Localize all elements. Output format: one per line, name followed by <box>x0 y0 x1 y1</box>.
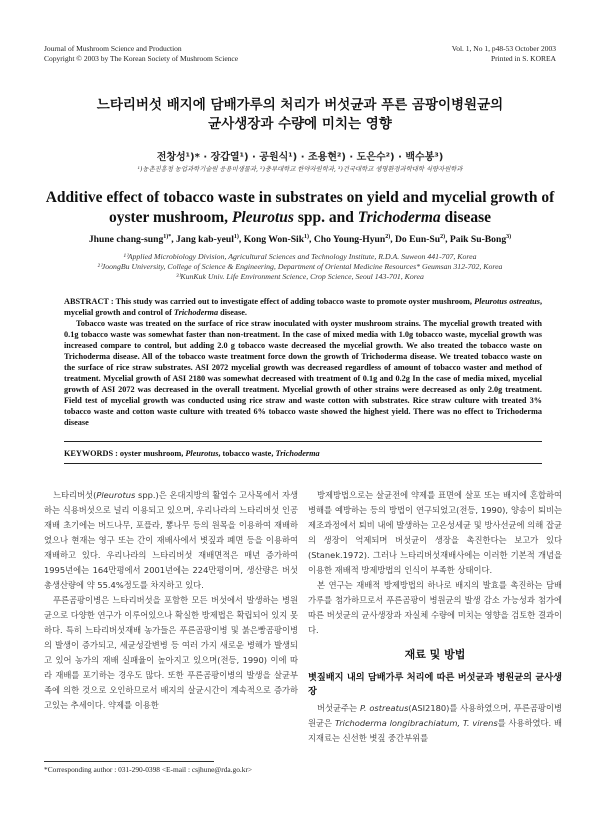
author-mark: 2) <box>440 234 446 240</box>
genus-name: Trichoderma <box>173 308 219 317</box>
footnote-rule <box>44 761 214 762</box>
genus-trichoderma: Trichoderma <box>357 209 441 226</box>
intro-paragraph-1 <box>44 488 298 593</box>
abstract-text: disease. <box>218 308 247 317</box>
english-affiliation-3: ³⁾KunKuk Univ. Life Environment Science, Crop Science, Seoul 143-701, Korea <box>176 272 424 281</box>
keywords <box>64 449 320 458</box>
abstract-label: ABSTRACT : <box>64 297 114 306</box>
english-title-line-2 <box>40 208 560 228</box>
intro-paragraph-2: 푸른곰팡이병은 느타리버섯을 포함한 모든 버섯에서 발생하는 병원균으로 다양한 연구가 이루어있으나 확실한 방제법은 확립되어 있지 못하다. 특히 느타리버섯재배 농가들은 푸른곰팡이병 및 붉은빵곰팡이병의 발생이 증가되고, 세균성갈변병 등 여러 가지 새로운 병해가 발생되고 있어 농가의 재배 실패율이 높아지고 있으며(전등, 1990) 이에 따라 재배를 포기하는 경우도 많다. 또한 푸른곰팡이병의 발생을 살균부족에 의한 것으로 오인하므로서 배지의 살균시간이 계속적으로 증가하고있는 추세이다. 약제를 이용한 <box>44 595 298 710</box>
abstract-text: , mycelial growth and control of <box>64 297 542 317</box>
body-text: (ASI2180)를 사용하였으며, 푸른곰팡이병원균은 <box>308 703 562 728</box>
korean-affiliations: ¹)농촌진흥청 농업과학기술원 응용미생물과, ²)충부대학교 한약자원학과, ³)건국대학교 생명환경과학대학 식량자원학과 <box>137 166 463 173</box>
english-authors: Jhune chang-sung$^{1)*}$, Jang kab-yeul$^{1)}$, Kong Won-Sik$^{1)}$, Cho Young-Hyun$^{2)}$, Do Eun-Su$^{2)}$, Paik Su-Bong$^{3)}$ <box>88 234 512 246</box>
abstract <box>64 296 542 428</box>
species-name: P. ostreatus <box>359 703 409 713</box>
keyword-italic: Trichoderma <box>275 449 320 458</box>
english-title-text: oyster mushroom, <box>108 209 232 226</box>
korean-title-line-1: 느타리버섯 배지에 담배가루의 처리가 버섯균과 푸른 곰팡이병원균의 <box>96 97 504 113</box>
author-mark: 1) <box>304 234 310 240</box>
author-name: Jang kab-yeul <box>176 234 234 246</box>
species-name: Pleurotus ostreatus <box>474 297 540 306</box>
keyword-italic: Pleurotus <box>185 449 219 458</box>
author-mark: 3) <box>506 234 512 240</box>
methods-paragraph-1 <box>308 701 562 746</box>
author-mark: 1) <box>233 234 239 240</box>
divider-bottom <box>64 463 542 464</box>
english-affiliation-2: ²⁾JoongBu University, College of Science & Engineering, Department of Oriental Medicine Resources* Geumsan 312-702, Korea <box>97 262 503 271</box>
english-title-text: disease <box>440 209 492 226</box>
english-title <box>40 188 560 228</box>
english-title-text: spp. and <box>293 209 358 226</box>
english-affiliation-1: ¹⁾Applied Microbiology Division, Agricultural Sciences and Technology Institute, R.D.A. Suweon 441-707, Korea <box>123 252 477 261</box>
corresponding-author-footnote: *Corresponding author : 031-290-0398 <E-mail : csjhune@rda.go.kr> <box>44 765 253 774</box>
body-left-column <box>44 488 298 713</box>
genus-name: Pleurotus <box>96 490 136 500</box>
author-name: Jhune chang-sung <box>88 234 164 246</box>
keywords-text: oyster mushroom, <box>117 449 186 458</box>
keywords-text: , tobacco waste, <box>218 449 276 458</box>
printed-location: Printed in S. KOREA <box>490 54 556 63</box>
intro-paragraph-3: 방제방법으로는 살균전에 약제를 표면에 살포 또는 배지에 혼합하여 병해를 예방하는 등의 방법이 연구되었고(전등, 1990), 양송이 퇴비는 제조과정에서 퇴비 내에 발생하는 고온성세균 및 방사선균에 의해 잡균의 생장이 억제되며 버섯균이 생장을 촉진한다는 보고가 있다(Stanek.1972). 그러나 느타리버섯재배사에는 이러한 기본적 개념을 이용한 재배적 방제방법의 인식이 부족한 상태이다. <box>308 490 562 575</box>
korean-title <box>40 96 560 134</box>
running-header-left <box>44 44 238 64</box>
abstract-paragraph-1 <box>64 296 542 318</box>
body-right-column <box>308 488 562 746</box>
copyright-line: Copyright © 2003 by The Korean Society of Mushroom Science <box>44 54 239 63</box>
body-text: spp.)은 온대지방의 활엽수 고사목에서 자생하는 식용버섯으로 널리 이용되고 있으며, 우리나라의 느타리버섯 인공재배 초기에는 버드나무, 포플라, 뽕나무 등의 원목을 이용하여 재배하였으나 현재는 영구 또는 간이 재배사에서 볏짚과 폐면 등을 이용하여 재배하고 있다. 우리나라의 느타리버섯 재배면적은 매년 증가하여 1995년에는 164만평에서 2001년에는 224만평이며, 생산량은 버섯 총생산량에 약 55.4%정도를 차지하고 있다. <box>44 490 298 590</box>
divider-top <box>64 441 542 442</box>
running-header-right <box>452 44 556 64</box>
korean-title-line-2: 균사생장과 수량에 미치는 영향 <box>208 116 392 132</box>
author-mark: 2) <box>385 234 391 240</box>
english-title-line-1: Additive effect of tobacco waste in substrates on yield and mycelial growth of <box>45 189 555 206</box>
subsection-title: 볏짚배지 내의 담배가루 처리에 따른 버섯균과 병원균의 균사생장 <box>308 672 562 697</box>
abstract-paragraph-2: Tobacco waste was treated on the surface of rice straw inoculated with oyster mushroom strains. The mycelial growth treated with 0.1g tobacco waste was somewhat faster than non-treatment. In the case of mixed media with 1.0g tobacco waste, mycelial growth was increased compare to control, but adding 2.0 g tobacco waste decreased the mycelial growth. We also treated the tobacco waste on Trichoderma disease. All of the tobacco waste treatment force down the growth of Trichoderma disease. We treated tobacco waste on the surface of rice straw substrates. ASI 2072 mycelial growth was decreased regardless of amount of tobacco waster and method of treatment. Mycelial growth of ASI 2180 was somewhat decreased with treatment of 0.1g and 0.2g In the case of media mixed, mycelial growth of ASI 2072 was decreased in the overall treatment. Mycelial growth of other strains were decreased as only 2.0g treatment. Field test of mycelial growth was conducted using rice straw and waste cotton with substrates. Rice straw culture with treated 3% tobacco waste and cotton waste culture with treated 6% tobacco waste showed the highest yield. There was no effect to Trichoderma disease <box>64 319 542 427</box>
body-text: 느타리버섯( <box>53 490 97 500</box>
abstract-text: This study was carried out to investigate effect of adding tobacco waste to promote oyster mushroom, <box>113 297 475 306</box>
body-text: 를 사용하였다. 배지재료는 신선한 볏짚 중간부위를 <box>308 718 562 743</box>
body-text: 버섯균주는 <box>317 703 360 713</box>
author-name: Do Eun-Su <box>395 234 441 246</box>
section-title-methods: 재료 및 방법 <box>404 648 466 661</box>
author-mark: 1)* <box>163 234 172 240</box>
keywords-label: KEYWORDS : <box>64 449 118 458</box>
author-name: Kong Won-Sik <box>243 234 305 246</box>
intro-paragraph-4: 본 연구는 재배적 방제방법의 하나로 배지의 발효를 촉진하는 담배가루를 첨가하므로서 푸른곰팡이 병원균의 발생 감소 가능성과 첨가에 따른 버섯균의 균사생장과 자실체 수량에 미치는 영향을 검토한 결과이다. <box>308 580 562 635</box>
author-name: Cho Young-Hyun <box>313 234 386 246</box>
volume-info: Vol. 1, No 1, p48-53 October 2003 <box>451 44 556 53</box>
journal-name: Journal of Mushroom Science and Production <box>44 44 182 53</box>
genus-pleurotus: Pleurotus <box>231 209 294 226</box>
species-name: Trichoderma longibrachiatum, T. virens <box>334 718 498 728</box>
korean-authors: 전창성¹)* · 장갑열¹) · 공원식¹) · 조용현²) · 도은수²) · 백수봉³) <box>156 152 444 163</box>
author-name: Paik Su-Bong <box>449 234 507 246</box>
